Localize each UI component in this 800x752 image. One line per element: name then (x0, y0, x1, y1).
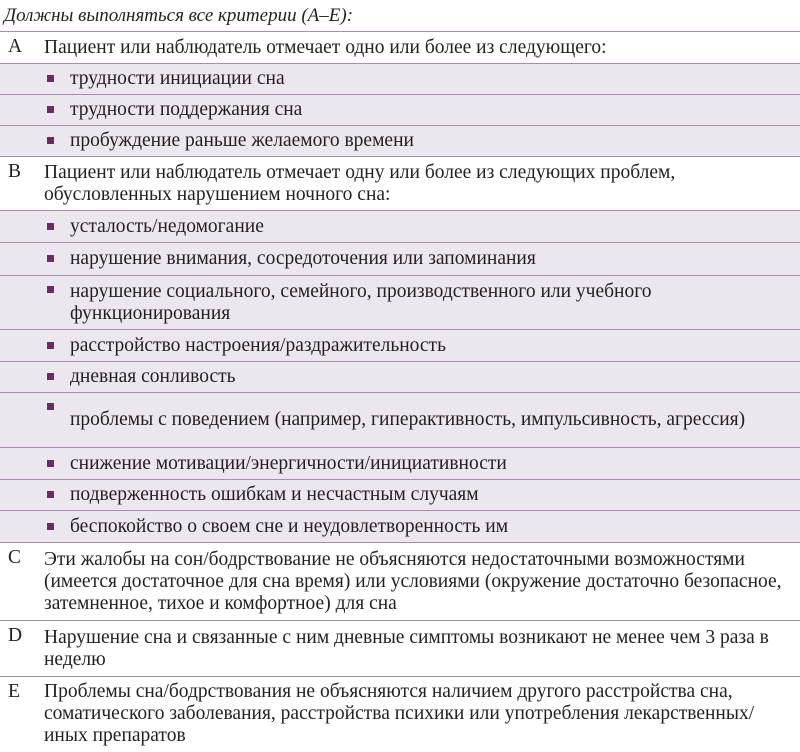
bullet-icon (47, 403, 54, 410)
bullet-icon (47, 491, 54, 498)
list-item-text: нарушение социального, семейного, производственного или учебного функционирования (70, 280, 652, 324)
criterion-d-letter: D (8, 625, 23, 646)
list-item (0, 393, 800, 448)
bullet-icon (47, 342, 54, 349)
list-item-text: беспокойство о своем сне и неудовлетворенность им (70, 515, 509, 537)
criterion-a-row (0, 32, 800, 64)
criterion-a-letter: A (8, 36, 23, 57)
list-item-text: нарушение внимания, сосредоточения или запоминания (70, 248, 536, 269)
bullet-icon (47, 373, 54, 380)
list-item (0, 511, 800, 543)
list-item (0, 448, 800, 480)
bullet-icon (47, 137, 54, 144)
list-item-text: снижение мотивации/энергичности/инициативности (70, 452, 507, 474)
criterion-b (0, 157, 800, 543)
list-item-text: трудности поддержания сна (70, 99, 303, 120)
criterion-d-text: Нарушение сна и связанные с ним дневные симптомы возникают не менее чем 3 раза в неделю (44, 626, 769, 670)
list-item-text: пробуждение раньше желаемого времени (70, 130, 414, 151)
criterion-a-text: Пациент или наблюдатель отмечает одно или более из следующего: (44, 36, 607, 58)
bullet-icon (47, 223, 54, 230)
table-header: Должны выполняться все критерии (A–E): (0, 0, 800, 32)
list-item (0, 362, 800, 393)
bullet-icon (47, 286, 54, 293)
list-item (0, 95, 800, 126)
criterion-c-letter: C (8, 547, 22, 568)
criterion-e-letter: E (8, 681, 20, 702)
criterion-e-row (0, 677, 800, 751)
criterion-d-row (0, 621, 800, 677)
bullet-icon (47, 460, 54, 467)
list-item-text: усталость/недомогание (70, 215, 264, 237)
criterion-c-text: Эти жалобы на сон/бодрствование не объясняются недостаточными возможностями (имеется достаточное для сна время) или условиями (окружение достаточно безопасное, затемненное, тихое и комфортное) для сна (44, 548, 782, 614)
criterion-c-row (0, 543, 800, 621)
list-item (0, 243, 800, 276)
bullet-icon (47, 255, 54, 262)
bullet-icon (47, 523, 54, 530)
criterion-b-row (0, 157, 800, 211)
criterion-b-letter: B (8, 161, 22, 182)
criterion-e-text: Проблемы сна/бодрствования не объясняются наличием другого расстройства сна, соматического заболевания, расстройства психики или употребления лекарственных/иных препаратов (44, 681, 755, 746)
list-item (0, 480, 800, 511)
bullet-icon (47, 75, 54, 82)
list-item (0, 330, 800, 362)
list-item (0, 64, 800, 95)
list-item (0, 276, 800, 330)
criterion-a (0, 32, 800, 157)
list-item-text: проблемы с поведением (например, гиперактивность, импульсивность, агрессия) (70, 409, 746, 430)
list-item-text: трудности инициации сна (70, 68, 285, 89)
list-item (0, 211, 800, 243)
bullet-icon (47, 106, 54, 113)
list-item-text: подверженность ошибкам и несчастным случаям (70, 484, 479, 505)
list-item-text: расстройство настроения/раздражительность (70, 334, 446, 356)
list-item (0, 126, 800, 157)
criterion-b-text: Пациент или наблюдатель отмечает одну или более из следующих проблем, обусловленных нарушением ночного сна: (44, 161, 676, 205)
list-item-text: дневная сонливость (70, 366, 236, 387)
